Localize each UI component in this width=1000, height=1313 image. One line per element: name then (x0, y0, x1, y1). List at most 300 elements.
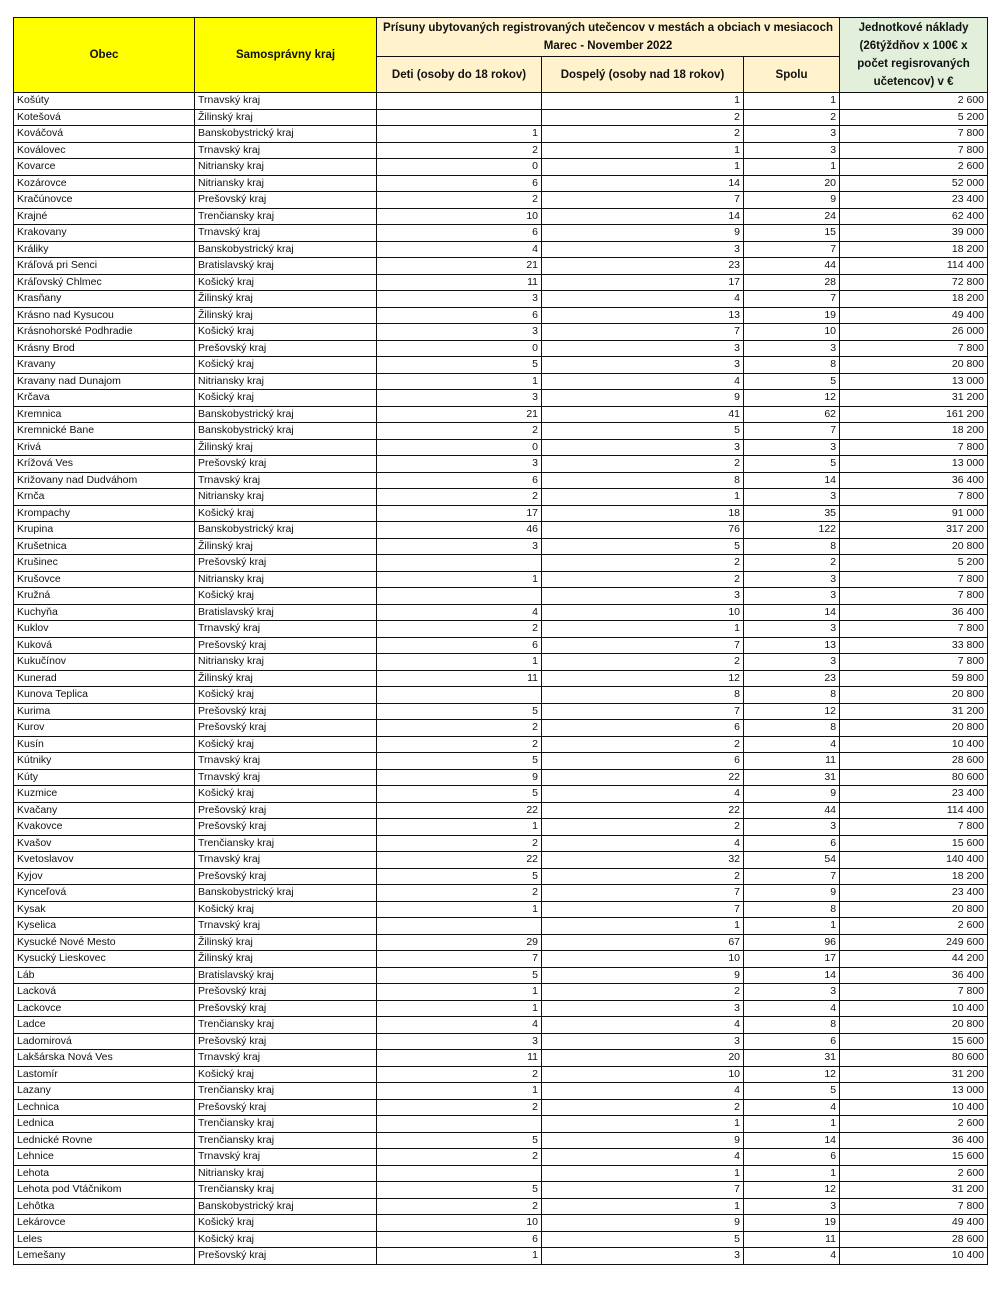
cell-spolu: 12 (744, 390, 840, 407)
cell-dospeli: 4 (542, 1017, 744, 1034)
cell-dospeli: 9 (542, 967, 744, 984)
cell-kraj: Nitriansky kraj (195, 1165, 377, 1182)
cell-obec: Kysucké Nové Mesto (14, 934, 195, 951)
cell-kraj: Trnavský kraj (195, 142, 377, 159)
cell-naklady: 2 600 (840, 159, 988, 176)
table-row (14, 274, 988, 291)
cell-spolu: 4 (744, 1248, 840, 1265)
cell-naklady: 2 600 (840, 93, 988, 110)
cell-deti: 9 (377, 769, 542, 786)
cell-deti: 5 (377, 1182, 542, 1199)
cell-obec: Krásny Brod (14, 340, 195, 357)
cell-dospeli: 9 (542, 1215, 744, 1232)
cell-spolu: 3 (744, 819, 840, 836)
table-row (14, 753, 988, 770)
cell-spolu: 23 (744, 670, 840, 687)
cell-dospeli: 7 (542, 192, 744, 209)
cell-obec: Kuklov (14, 621, 195, 638)
cell-deti: 10 (377, 1215, 542, 1232)
cell-spolu: 12 (744, 1182, 840, 1199)
table-row (14, 489, 988, 506)
cell-kraj: Prešovský kraj (195, 984, 377, 1001)
cell-kraj: Prešovský kraj (195, 1033, 377, 1050)
cell-naklady: 7 800 (840, 126, 988, 143)
cell-spolu: 3 (744, 984, 840, 1001)
cell-dospeli: 6 (542, 753, 744, 770)
table-row (14, 901, 988, 918)
cell-kraj: Trnavský kraj (195, 1149, 377, 1166)
cell-dospeli: 7 (542, 703, 744, 720)
cell-dospeli: 10 (542, 951, 744, 968)
table-row (14, 291, 988, 308)
table-row (14, 258, 988, 275)
cell-deti: 4 (377, 604, 542, 621)
cell-deti: 3 (377, 538, 542, 555)
cell-obec: Kováčová (14, 126, 195, 143)
cell-obec: Kovarce (14, 159, 195, 176)
cell-dospeli: 5 (542, 538, 744, 555)
cell-obec: Lednické Rovne (14, 1132, 195, 1149)
cell-obec: Kusín (14, 736, 195, 753)
cell-deti: 3 (377, 1033, 542, 1050)
cell-obec: Kyselica (14, 918, 195, 935)
cell-spolu: 13 (744, 637, 840, 654)
cell-dospeli: 7 (542, 901, 744, 918)
cell-spolu: 15 (744, 225, 840, 242)
cell-kraj: Nitriansky kraj (195, 175, 377, 192)
cell-obec: Lazany (14, 1083, 195, 1100)
cell-obec: Kremnické Bane (14, 423, 195, 440)
cell-naklady: 52 000 (840, 175, 988, 192)
table-row (14, 736, 988, 753)
cell-deti (377, 687, 542, 704)
cell-naklady: 23 400 (840, 192, 988, 209)
cell-deti: 5 (377, 703, 542, 720)
cell-dospeli: 12 (542, 670, 744, 687)
cell-naklady: 5 200 (840, 109, 988, 126)
cell-obec: Kunova Teplica (14, 687, 195, 704)
table-row (14, 1198, 988, 1215)
cell-naklady: 7 800 (840, 654, 988, 671)
cell-deti: 6 (377, 175, 542, 192)
cell-kraj: Banskobystrický kraj (195, 885, 377, 902)
cell-dospeli: 2 (542, 868, 744, 885)
cell-naklady: 114 400 (840, 802, 988, 819)
cell-obec: Lechnica (14, 1099, 195, 1116)
table-row (14, 159, 988, 176)
table-row (14, 703, 988, 720)
cell-dospeli: 3 (542, 357, 744, 374)
cell-spolu: 9 (744, 786, 840, 803)
cell-spolu: 8 (744, 538, 840, 555)
cell-naklady: 59 800 (840, 670, 988, 687)
cell-kraj: Prešovský kraj (195, 456, 377, 473)
cell-kraj: Prešovský kraj (195, 819, 377, 836)
cell-dospeli: 14 (542, 175, 744, 192)
table-row (14, 720, 988, 737)
cell-deti: 6 (377, 637, 542, 654)
cell-kraj: Prešovský kraj (195, 555, 377, 572)
cell-deti: 2 (377, 423, 542, 440)
cell-deti: 3 (377, 456, 542, 473)
cell-obec: Krásnohorské Podhradie (14, 324, 195, 341)
cell-deti (377, 93, 542, 110)
table-row (14, 522, 988, 539)
cell-spolu: 19 (744, 307, 840, 324)
cell-dospeli: 14 (542, 208, 744, 225)
cell-obec: Krásno nad Kysucou (14, 307, 195, 324)
cell-spolu: 12 (744, 703, 840, 720)
cell-obec: Kurov (14, 720, 195, 737)
table-row (14, 373, 988, 390)
cell-kraj: Nitriansky kraj (195, 159, 377, 176)
cell-deti: 5 (377, 1132, 542, 1149)
cell-obec: Kuzmice (14, 786, 195, 803)
table-row (14, 819, 988, 836)
cell-kraj: Trnavský kraj (195, 1050, 377, 1067)
cell-dospeli: 9 (542, 225, 744, 242)
cell-obec: Lacková (14, 984, 195, 1001)
cell-obec: Kukučínov (14, 654, 195, 671)
cell-spolu: 5 (744, 456, 840, 473)
refugee-table (13, 17, 988, 1265)
table-row (14, 241, 988, 258)
cell-kraj: Trnavský kraj (195, 621, 377, 638)
cell-naklady: 15 600 (840, 1033, 988, 1050)
cell-spolu: 35 (744, 505, 840, 522)
cell-kraj: Trenčiansky kraj (195, 1132, 377, 1149)
table-row (14, 951, 988, 968)
table-row (14, 835, 988, 852)
cell-deti (377, 555, 542, 572)
cell-dospeli: 7 (542, 1182, 744, 1199)
cell-naklady: 2 600 (840, 918, 988, 935)
cell-obec: Kravany (14, 357, 195, 374)
cell-naklady: 7 800 (840, 1198, 988, 1215)
cell-kraj: Bratislavský kraj (195, 967, 377, 984)
table-row (14, 604, 988, 621)
cell-deti: 4 (377, 1017, 542, 1034)
cell-kraj: Žilinský kraj (195, 291, 377, 308)
cell-naklady: 7 800 (840, 439, 988, 456)
cell-naklady: 7 800 (840, 571, 988, 588)
cell-spolu: 31 (744, 769, 840, 786)
cell-deti (377, 109, 542, 126)
cell-naklady: 36 400 (840, 1132, 988, 1149)
cell-naklady: 13 000 (840, 456, 988, 473)
table-row (14, 505, 988, 522)
cell-deti: 11 (377, 1050, 542, 1067)
cell-dospeli: 22 (542, 769, 744, 786)
cell-kraj: Prešovský kraj (195, 868, 377, 885)
table-row (14, 1050, 988, 1067)
cell-kraj: Prešovský kraj (195, 1000, 377, 1017)
cell-kraj: Nitriansky kraj (195, 373, 377, 390)
cell-obec: Kráľovský Chlmec (14, 274, 195, 291)
cell-naklady: 91 000 (840, 505, 988, 522)
header-naklady: Jednotkové náklady (26týždňov x 100€ x počet regisrovaných učetencov) v € (840, 18, 988, 93)
cell-spolu: 3 (744, 142, 840, 159)
cell-deti: 2 (377, 192, 542, 209)
cell-spolu: 7 (744, 868, 840, 885)
cell-obec: Kvašov (14, 835, 195, 852)
cell-deti: 5 (377, 868, 542, 885)
cell-naklady: 13 000 (840, 373, 988, 390)
cell-dospeli: 5 (542, 1231, 744, 1248)
cell-naklady: 317 200 (840, 522, 988, 539)
cell-spolu: 14 (744, 472, 840, 489)
cell-dospeli: 1 (542, 1198, 744, 1215)
cell-spolu: 2 (744, 555, 840, 572)
cell-naklady: 49 400 (840, 307, 988, 324)
cell-naklady: 161 200 (840, 406, 988, 423)
cell-deti: 2 (377, 1149, 542, 1166)
cell-dospeli: 3 (542, 1248, 744, 1265)
cell-dospeli: 18 (542, 505, 744, 522)
cell-obec: Kvakovce (14, 819, 195, 836)
cell-naklady: 31 200 (840, 1182, 988, 1199)
cell-kraj: Trnavský kraj (195, 918, 377, 935)
cell-kraj: Trnavský kraj (195, 769, 377, 786)
table-row (14, 390, 988, 407)
cell-obec: Kozárovce (14, 175, 195, 192)
cell-deti (377, 918, 542, 935)
cell-kraj: Košický kraj (195, 324, 377, 341)
cell-naklady: 39 000 (840, 225, 988, 242)
cell-spolu: 1 (744, 1165, 840, 1182)
cell-dospeli: 4 (542, 1149, 744, 1166)
cell-kraj: Prešovský kraj (195, 1099, 377, 1116)
cell-dospeli: 2 (542, 456, 744, 473)
cell-kraj: Košický kraj (195, 901, 377, 918)
cell-kraj: Nitriansky kraj (195, 654, 377, 671)
cell-dospeli: 76 (542, 522, 744, 539)
table-row (14, 1248, 988, 1265)
table-row (14, 126, 988, 143)
table-row (14, 571, 988, 588)
table-row (14, 1099, 988, 1116)
cell-dospeli: 8 (542, 687, 744, 704)
cell-dospeli: 2 (542, 736, 744, 753)
table-row (14, 1066, 988, 1083)
cell-naklady: 62 400 (840, 208, 988, 225)
cell-deti: 21 (377, 406, 542, 423)
cell-spolu: 7 (744, 291, 840, 308)
cell-naklady: 28 600 (840, 1231, 988, 1248)
cell-obec: Krajné (14, 208, 195, 225)
cell-dospeli: 3 (542, 340, 744, 357)
cell-naklady: 23 400 (840, 786, 988, 803)
cell-naklady: 18 200 (840, 291, 988, 308)
cell-dospeli: 9 (542, 390, 744, 407)
cell-obec: Lackovce (14, 1000, 195, 1017)
table-row (14, 967, 988, 984)
cell-naklady: 44 200 (840, 951, 988, 968)
cell-naklady: 5 200 (840, 555, 988, 572)
cell-naklady: 15 600 (840, 1149, 988, 1166)
cell-naklady: 20 800 (840, 687, 988, 704)
cell-naklady: 2 600 (840, 1116, 988, 1133)
cell-spolu: 4 (744, 1000, 840, 1017)
table-row (14, 637, 988, 654)
cell-dospeli: 7 (542, 885, 744, 902)
table-row (14, 175, 988, 192)
table-row (14, 357, 988, 374)
cell-obec: Krížová Ves (14, 456, 195, 473)
cell-kraj: Trenčiansky kraj (195, 1083, 377, 1100)
cell-obec: Lednica (14, 1116, 195, 1133)
cell-naklady: 33 800 (840, 637, 988, 654)
cell-spolu: 31 (744, 1050, 840, 1067)
cell-naklady: 26 000 (840, 324, 988, 341)
cell-deti: 17 (377, 505, 542, 522)
cell-kraj: Banskobystrický kraj (195, 406, 377, 423)
cell-obec: Lehôtka (14, 1198, 195, 1215)
cell-dospeli: 41 (542, 406, 744, 423)
cell-naklady: 36 400 (840, 604, 988, 621)
cell-dospeli: 2 (542, 819, 744, 836)
cell-kraj: Banskobystrický kraj (195, 522, 377, 539)
cell-spolu: 4 (744, 1099, 840, 1116)
cell-dospeli: 2 (542, 984, 744, 1001)
table-row (14, 439, 988, 456)
cell-dospeli: 67 (542, 934, 744, 951)
cell-naklady: 20 800 (840, 720, 988, 737)
cell-obec: Kotešová (14, 109, 195, 126)
header-dospeli: Dospelý (osoby nad 18 rokov) (542, 57, 744, 93)
cell-naklady: 7 800 (840, 588, 988, 605)
cell-spolu: 11 (744, 753, 840, 770)
table-row (14, 1215, 988, 1232)
cell-naklady: 36 400 (840, 472, 988, 489)
table-row (14, 621, 988, 638)
cell-dospeli: 10 (542, 604, 744, 621)
cell-dospeli: 3 (542, 1033, 744, 1050)
cell-deti: 2 (377, 736, 542, 753)
cell-dospeli: 1 (542, 1116, 744, 1133)
cell-obec: Králiky (14, 241, 195, 258)
cell-naklady: 7 800 (840, 142, 988, 159)
cell-naklady: 18 200 (840, 423, 988, 440)
table-row (14, 868, 988, 885)
cell-deti: 2 (377, 1198, 542, 1215)
cell-obec: Kysak (14, 901, 195, 918)
cell-deti: 0 (377, 340, 542, 357)
cell-naklady: 20 800 (840, 538, 988, 555)
header-obec: Obec (14, 18, 195, 93)
cell-naklady: 20 800 (840, 357, 988, 374)
table-row (14, 1116, 988, 1133)
cell-spolu: 14 (744, 604, 840, 621)
header-kraj: Samosprávny kraj (195, 18, 377, 93)
cell-kraj: Trenčiansky kraj (195, 1116, 377, 1133)
cell-kraj: Trenčiansky kraj (195, 1017, 377, 1034)
table-row (14, 1182, 988, 1199)
cell-obec: Ladomirová (14, 1033, 195, 1050)
cell-deti: 5 (377, 786, 542, 803)
cell-kraj: Banskobystrický kraj (195, 241, 377, 258)
table-row (14, 472, 988, 489)
cell-obec: Lehota pod Vtáčnikom (14, 1182, 195, 1199)
table-row (14, 1083, 988, 1100)
cell-kraj: Košický kraj (195, 1231, 377, 1248)
cell-deti: 0 (377, 439, 542, 456)
cell-obec: Kysucký Lieskovec (14, 951, 195, 968)
cell-obec: Kvetoslavov (14, 852, 195, 869)
cell-obec: Kunerad (14, 670, 195, 687)
header-deti: Deti (osoby do 18 rokov) (377, 57, 542, 93)
cell-dospeli: 3 (542, 1000, 744, 1017)
cell-spolu: 19 (744, 1215, 840, 1232)
cell-naklady: 20 800 (840, 901, 988, 918)
cell-kraj: Trenčiansky kraj (195, 835, 377, 852)
cell-dospeli: 2 (542, 1099, 744, 1116)
cell-kraj: Trenčiansky kraj (195, 1182, 377, 1199)
cell-spolu: 12 (744, 1066, 840, 1083)
cell-spolu: 3 (744, 654, 840, 671)
cell-spolu: 3 (744, 588, 840, 605)
cell-spolu: 8 (744, 687, 840, 704)
cell-spolu: 3 (744, 571, 840, 588)
cell-deti: 1 (377, 373, 542, 390)
table-body (14, 93, 988, 1265)
cell-spolu: 44 (744, 802, 840, 819)
cell-obec: Kynceľová (14, 885, 195, 902)
cell-spolu: 14 (744, 967, 840, 984)
cell-spolu: 122 (744, 522, 840, 539)
cell-dospeli: 22 (542, 802, 744, 819)
cell-dospeli: 13 (542, 307, 744, 324)
table-row (14, 1231, 988, 1248)
cell-dospeli: 6 (542, 720, 744, 737)
cell-deti: 2 (377, 142, 542, 159)
cell-kraj: Žilinský kraj (195, 951, 377, 968)
cell-naklady: 13 000 (840, 1083, 988, 1100)
cell-deti: 22 (377, 852, 542, 869)
cell-spolu: 1 (744, 918, 840, 935)
cell-deti: 11 (377, 670, 542, 687)
cell-deti: 6 (377, 225, 542, 242)
cell-naklady: 7 800 (840, 489, 988, 506)
cell-spolu: 8 (744, 901, 840, 918)
cell-kraj: Prešovský kraj (195, 192, 377, 209)
cell-dospeli: 20 (542, 1050, 744, 1067)
cell-obec: Košúty (14, 93, 195, 110)
cell-dospeli: 3 (542, 241, 744, 258)
cell-obec: Kúty (14, 769, 195, 786)
cell-deti: 21 (377, 258, 542, 275)
table-row (14, 406, 988, 423)
cell-dospeli: 2 (542, 555, 744, 572)
table-row (14, 687, 988, 704)
cell-obec: Križovany nad Dudváhom (14, 472, 195, 489)
cell-deti: 10 (377, 208, 542, 225)
table-row (14, 456, 988, 473)
cell-deti: 1 (377, 819, 542, 836)
cell-naklady: 23 400 (840, 885, 988, 902)
cell-spolu: 8 (744, 720, 840, 737)
cell-deti: 7 (377, 951, 542, 968)
cell-deti: 6 (377, 1231, 542, 1248)
cell-dospeli: 9 (542, 1132, 744, 1149)
table-row (14, 1017, 988, 1034)
cell-naklady: 20 800 (840, 1017, 988, 1034)
cell-kraj: Bratislavský kraj (195, 604, 377, 621)
cell-kraj: Košický kraj (195, 505, 377, 522)
cell-spolu: 20 (744, 175, 840, 192)
cell-obec: Krivá (14, 439, 195, 456)
cell-naklady: 10 400 (840, 1000, 988, 1017)
